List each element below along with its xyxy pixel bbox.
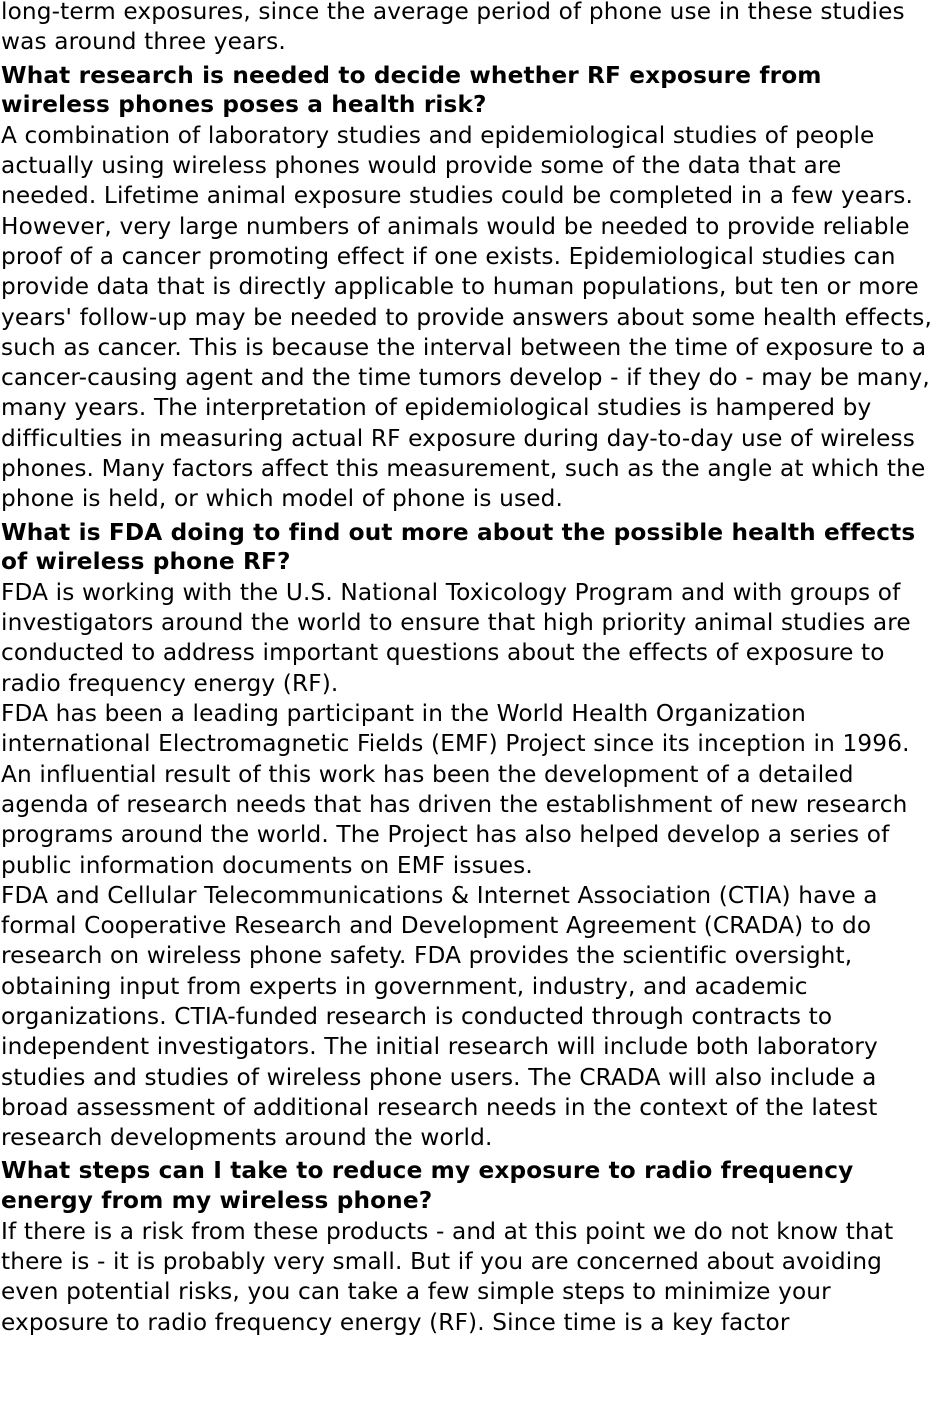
section-paragraph: FDA and Cellular Telecommunications & Internet Association (CTIA) have a formal Cooperative Research and Development Agreement (CRADA) to do research on wireless phone safety. FDA provides the scientific oversight, obtaining input from experts in government, industry, and academic organizations. CTIA-funded research is conducted through contracts to independent investigators. The initial research will include both laboratory studies and studies of wireless phone users. The CRADA will also include a broad assessment of additional research needs in the context of the latest research developments around the world. xyxy=(1,881,878,1152)
section-paragraph: If there is a risk from these products - and at this point we do not know that there is - it is probably very small. But if you are concerned about avoiding even potential risks, you can take a few simple steps to minimize your exposure to radio frequency energy (RF). Since time is a key factor xyxy=(1,1217,894,1336)
section-paragraph: FDA has been a leading participant in the World Health Organization international Electromagnetic Fields (EMF) Project since its inception in 1996. An influential result of this work has been the development of a detailed agenda of research needs that has driven the establishment of new research programs around the world. The Project has also helped develop a series of public information documents on EMF issues. xyxy=(1,700,910,879)
section-research-needed xyxy=(1,61,938,515)
intro-paragraph: long-term exposures, since the average period of phone use in these studies was around three years. xyxy=(1,0,905,56)
section-heading: What steps can I take to reduce my exposure to radio frequency energy from my wireless phone? xyxy=(1,1157,854,1215)
section-heading: What research is needed to decide whether RF exposure from wireless phones poses a health risk? xyxy=(1,61,822,119)
section-fda-activities xyxy=(1,518,938,1154)
section-reduce-exposure xyxy=(1,1156,938,1337)
section-heading: What is FDA doing to find out more about the possible health effects of wireless phone RF? xyxy=(1,518,916,576)
section-paragraph: A combination of laboratory studies and epidemiological studies of people actually using wireless phones would provide some of the data that are needed. Lifetime animal exposure studies could be completed in a few years. However, very large numbers of animals would be needed to provide reliable proof of a cancer promoting effect if one exists. Epidemiological studies can provide data that is directly applicable to human populations, but ten or more years' follow-up may be needed to provide answers about some health effects, such as cancer. This is because the interval between the time of exposure to a cancer-causing agent and the time tumors develop - if they do - may be many, many years. The interpretation of epidemiological studies is hampered by difficulties in measuring actual RF exposure during day-to-day use of wireless phones. Many factors affect this measurement, such as the angle at which the phone is held, or which model of phone is used. xyxy=(1,121,933,513)
section-paragraph: FDA is working with the U.S. National Toxicology Program and with groups of investigators around the world to ensure that high priority animal studies are conducted to address important questions about the effects of exposure to radio frequency energy (RF). xyxy=(1,578,911,697)
